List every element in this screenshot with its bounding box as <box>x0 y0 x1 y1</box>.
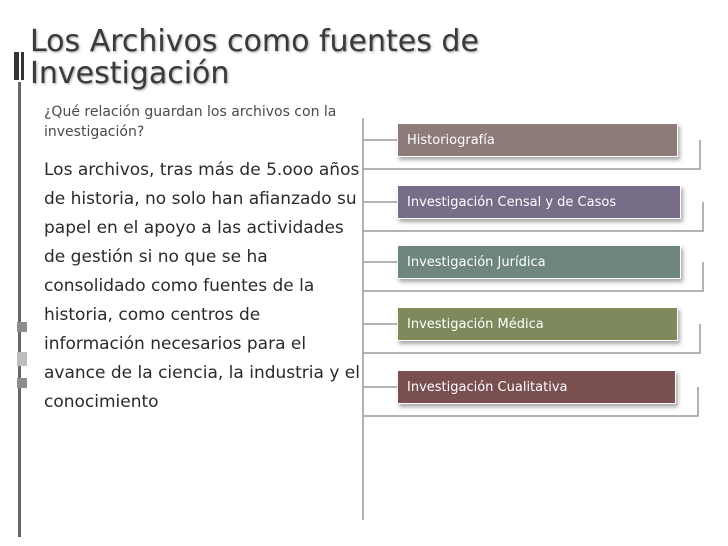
decorative-bar <box>14 52 19 80</box>
decorative-square <box>17 322 27 332</box>
slide-title: Los Archivos como fuentes de Investigación <box>30 24 479 91</box>
slide-subtitle: ¿Qué relación guardan los archivos con la investigación? <box>44 104 337 140</box>
decorative-vertical-line <box>18 82 21 537</box>
decorative-bar <box>21 52 24 80</box>
decorative-square <box>17 378 27 388</box>
research-box-label: Investigación Médica <box>407 317 544 332</box>
research-box-medica <box>397 307 678 341</box>
research-types-diagram <box>340 110 728 530</box>
slide-body-text: Los archivos, tras más de 5.ooo años de historia, no solo han afianzado su papel en el apoyo a las actividades de gestión si no que se ha consolidado como fuentes de la historia, como centros de información necesarios para el avance de la ciencia, la industria y el conocimiento <box>44 160 360 412</box>
research-box-cualitativa <box>397 370 676 404</box>
research-box-censal-casos <box>397 185 681 219</box>
research-box-label: Historiografía <box>407 133 495 148</box>
decorative-square <box>17 352 27 366</box>
research-box-label: Investigación Jurídica <box>407 255 546 270</box>
research-box-juridica <box>397 245 681 279</box>
research-box-label: Investigación Cualitativa <box>407 380 568 395</box>
research-box-historiografia <box>397 123 678 157</box>
research-box-label: Investigación Censal y de Casos <box>407 195 617 210</box>
